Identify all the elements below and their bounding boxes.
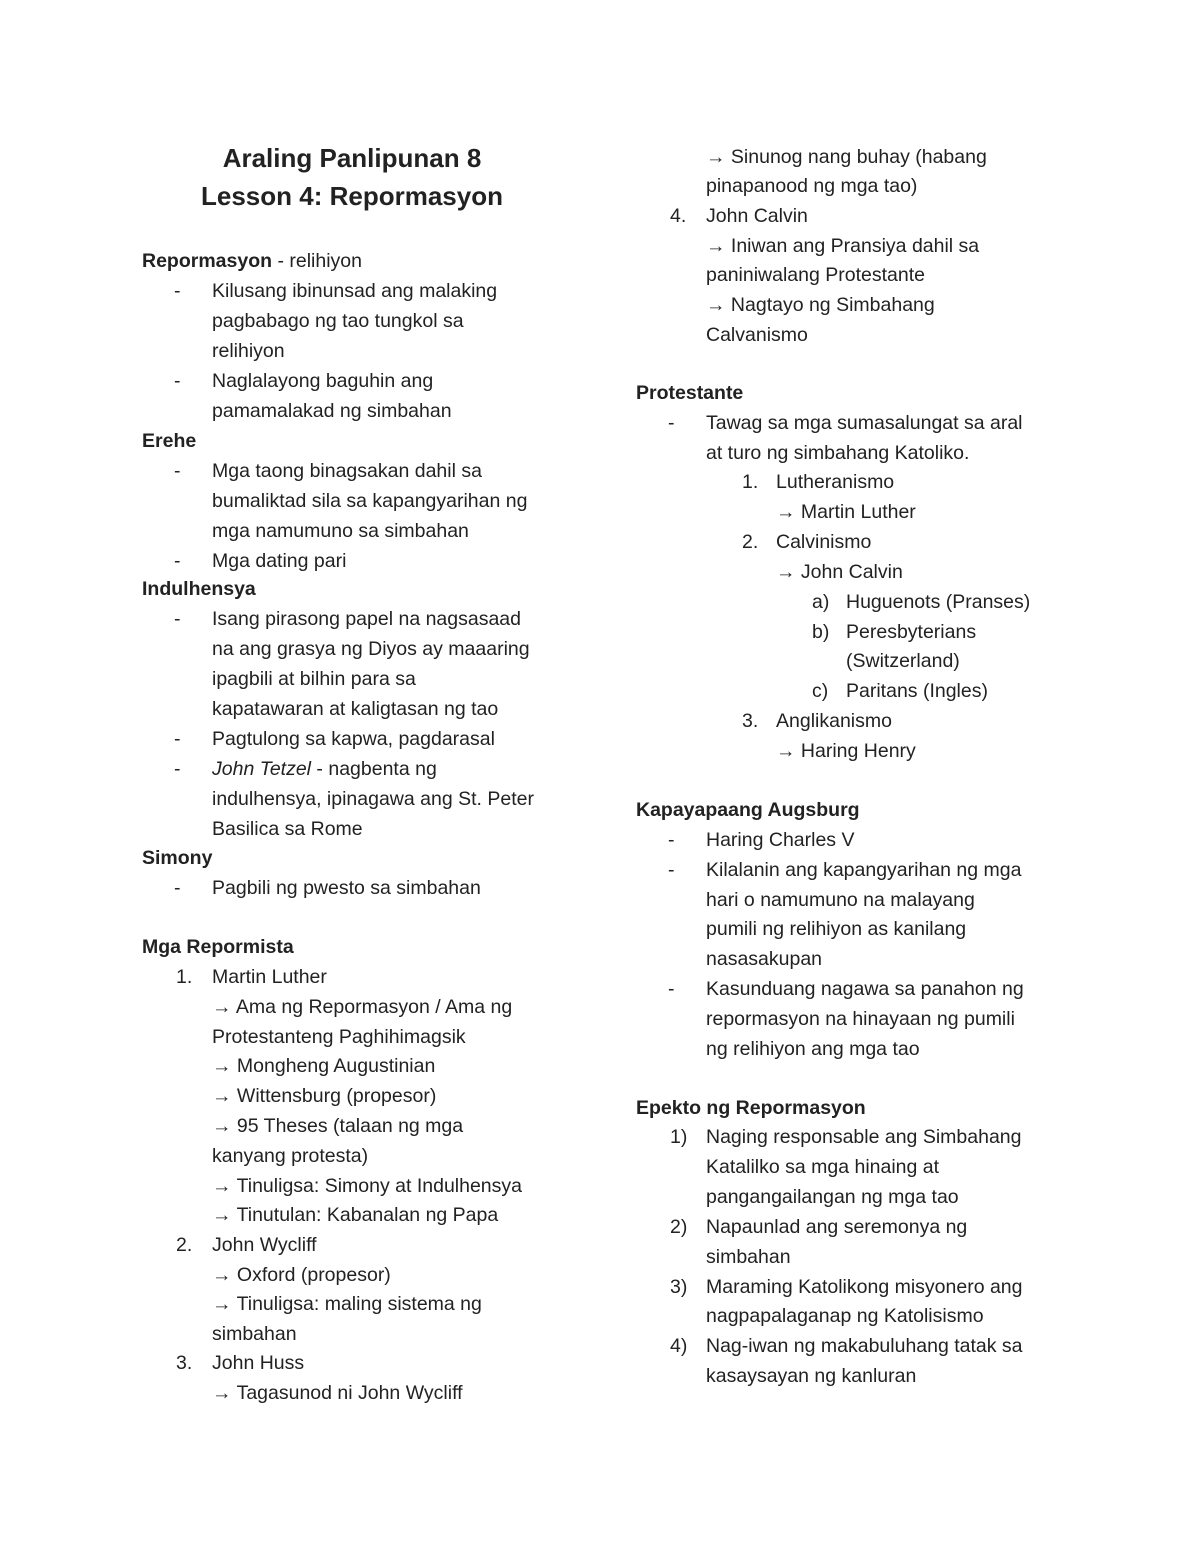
list-item: Paritans (Ingles)	[846, 680, 988, 702]
list-item: pangangailangan ng mga tao	[706, 1186, 959, 1208]
list-marker: 3.	[176, 1352, 193, 1374]
bullet-dash: -	[668, 859, 675, 881]
list-subline: → 95 Theses (talaan ng mga	[212, 1115, 464, 1137]
bullet-text: Tawag sa mga sumasalungat sa aral	[706, 412, 1023, 434]
bullet-dash: -	[174, 280, 181, 302]
list-subline: → Mongheng Augustinian	[212, 1055, 436, 1077]
bullet-dash: -	[174, 460, 181, 482]
bullet-dash: -	[174, 758, 181, 780]
list-subline: Calvanismo	[706, 324, 808, 346]
list-subline: → Tagasunod ni John Wycliff	[212, 1382, 463, 1404]
list-item: nagpapalaganap ng Katolisismo	[706, 1305, 984, 1327]
list-item: Huguenots (Pranses)	[846, 591, 1031, 613]
bullet-text: Kilusang ibinunsad ang malaking	[212, 280, 498, 302]
list-subline: → Tinuligsa: Simony at Indulhensya	[212, 1175, 523, 1197]
bullet-text: repormasyon na hinayaan ng pumili	[706, 1008, 1015, 1030]
list-marker: 4.	[670, 205, 687, 227]
bullet-dash: -	[174, 370, 181, 392]
bullet-text: Kasunduang nagawa sa panahon ng	[706, 978, 1024, 1000]
list-subline: → Tinuligsa: maling sistema ng	[212, 1293, 482, 1315]
bullet-text: relihiyon	[212, 340, 285, 362]
list-marker: 4)	[670, 1335, 688, 1357]
bullet-dash: -	[668, 412, 675, 434]
list-item: Lutheranismo	[776, 471, 895, 493]
list-item: Peresbyterians	[846, 621, 977, 643]
heading-protestante: Protestante	[636, 382, 744, 404]
bullet-text: ng relihiyon ang mga tao	[706, 1038, 920, 1060]
list-marker: 2)	[670, 1216, 688, 1238]
bullet-text: nasasakupan	[706, 948, 823, 970]
list-subline: paniniwalang Protestante	[706, 264, 925, 286]
list-item: kasaysayan ng kanluran	[706, 1365, 917, 1387]
list-item: John Huss	[212, 1352, 305, 1374]
bullet-dash: -	[174, 550, 181, 572]
title-line-2: Lesson 4: Repormasyon	[201, 181, 503, 211]
term-erehe: Erehe	[142, 430, 197, 452]
list-subline: → Ama ng Repormasyon / Ama ng	[212, 996, 513, 1018]
bullet-text: pagbabago ng tao tungkol sa	[212, 310, 464, 332]
bullet-text: pamamalakad ng simbahan	[212, 400, 452, 422]
bullet-text: bumaliktad sila sa kapangyarihan ng	[212, 490, 528, 512]
list-marker: 1.	[742, 471, 759, 493]
list-marker: 2.	[176, 1234, 193, 1256]
bullet-text: mga namumuno sa simbahan	[212, 520, 469, 542]
list-subline: kanyang protesta)	[212, 1145, 369, 1167]
bullet-dash: -	[174, 877, 181, 899]
list-marker: a)	[812, 591, 830, 613]
bullet-dash: -	[174, 608, 181, 630]
list-subline: → Sinunog nang buhay (habang	[706, 146, 987, 168]
list-subline: Protestanteng Paghihimagsik	[212, 1026, 466, 1048]
list-subline: → Iniwan ang Pransiya dahil sa	[706, 235, 980, 257]
list-marker: 3)	[670, 1276, 688, 1298]
heading-mga-repormista: Mga Repormista	[142, 936, 294, 958]
list-item: Calvinismo	[776, 531, 872, 553]
list-marker: 2.	[742, 531, 759, 553]
bullet-text: ipagbili at bilhin para sa	[212, 668, 416, 690]
list-marker: 1.	[176, 966, 193, 988]
term-repormasyon: Repormasyon - relihiyon	[142, 250, 362, 272]
document-title	[142, 139, 562, 215]
list-marker: b)	[812, 621, 830, 643]
list-item: Katalilko sa mga hinaing at	[706, 1156, 940, 1178]
list-subline: → John Calvin	[776, 561, 903, 583]
list-subline: → Tinutulan: Kabanalan ng Papa	[212, 1204, 499, 1226]
bullet-text: kapatawaran at kaligtasan ng tao	[212, 698, 499, 720]
list-subline: → Oxford (propesor)	[212, 1264, 391, 1286]
list-item: Napaunlad ang seremonya ng	[706, 1216, 968, 1238]
bullet-text: Isang pirasong papel na nagsasaad	[212, 608, 521, 630]
term-indulhensya: Indulhensya	[142, 578, 256, 600]
heading-kapayapaang-augsburg: Kapayapaang Augsburg	[636, 799, 860, 821]
bullet-text: Kilalanin ang kapangyarihan ng mga	[706, 859, 1022, 881]
list-item: John Wycliff	[212, 1234, 317, 1256]
bullet-dash: -	[668, 829, 675, 851]
bullet-text: na ang grasya ng Diyos ay maaaring	[212, 638, 530, 660]
list-subline: pinapanood ng mga tao)	[706, 175, 918, 197]
bullet-text: at turo ng simbahang Katoliko.	[706, 442, 970, 464]
bullet-text: John Tetzel - nagbenta ng	[212, 758, 437, 780]
bullet-dash: -	[174, 728, 181, 750]
bullet-text: Basilica sa Rome	[212, 818, 363, 840]
list-item: John Calvin	[706, 205, 808, 227]
bullet-text: pumili ng relihiyon as kanilang	[706, 918, 967, 940]
bullet-text: Mga taong binagsakan dahil sa	[212, 460, 482, 482]
bullet-text: Mga dating pari	[212, 550, 347, 572]
list-subline: → Martin Luther	[776, 501, 916, 523]
list-subline: → Haring Henry	[776, 740, 916, 762]
list-item: simbahan	[706, 1246, 791, 1268]
bullet-text: Pagtulong sa kapwa, pagdarasal	[212, 728, 495, 750]
list-item: Maraming Katolikong misyonero ang	[706, 1276, 1023, 1298]
term-simony: Simony	[142, 847, 213, 869]
bullet-dash: -	[668, 978, 675, 1000]
heading-epekto-ng-repormasyon: Epekto ng Repormasyon	[636, 1097, 866, 1119]
title-line-1: Araling Panlipunan 8	[222, 143, 482, 173]
list-item: Naging responsable ang Simbahang	[706, 1126, 1022, 1148]
bullet-text: indulhensya, ipinagawa ang St. Peter	[212, 788, 534, 810]
list-marker: c)	[812, 680, 829, 702]
list-marker: 3.	[742, 710, 759, 732]
list-item: Anglikanismo	[776, 710, 892, 732]
list-marker: 1)	[670, 1126, 688, 1148]
list-item: Martin Luther	[212, 966, 327, 988]
list-subline: → Wittensburg (propesor)	[212, 1085, 437, 1107]
list-subline: simbahan	[212, 1323, 297, 1345]
list-item: (Switzerland)	[846, 650, 960, 672]
bullet-text: Pagbili ng pwesto sa simbahan	[212, 877, 481, 899]
list-item: Nag-iwan ng makabuluhang tatak sa	[706, 1335, 1023, 1357]
list-subline: → Nagtayo ng Simbahang	[706, 294, 935, 316]
bullet-text: Naglalayong baguhin ang	[212, 370, 434, 392]
bullet-text: hari o namumuno na malayang	[706, 889, 975, 911]
bullet-text: Haring Charles V	[706, 829, 855, 851]
